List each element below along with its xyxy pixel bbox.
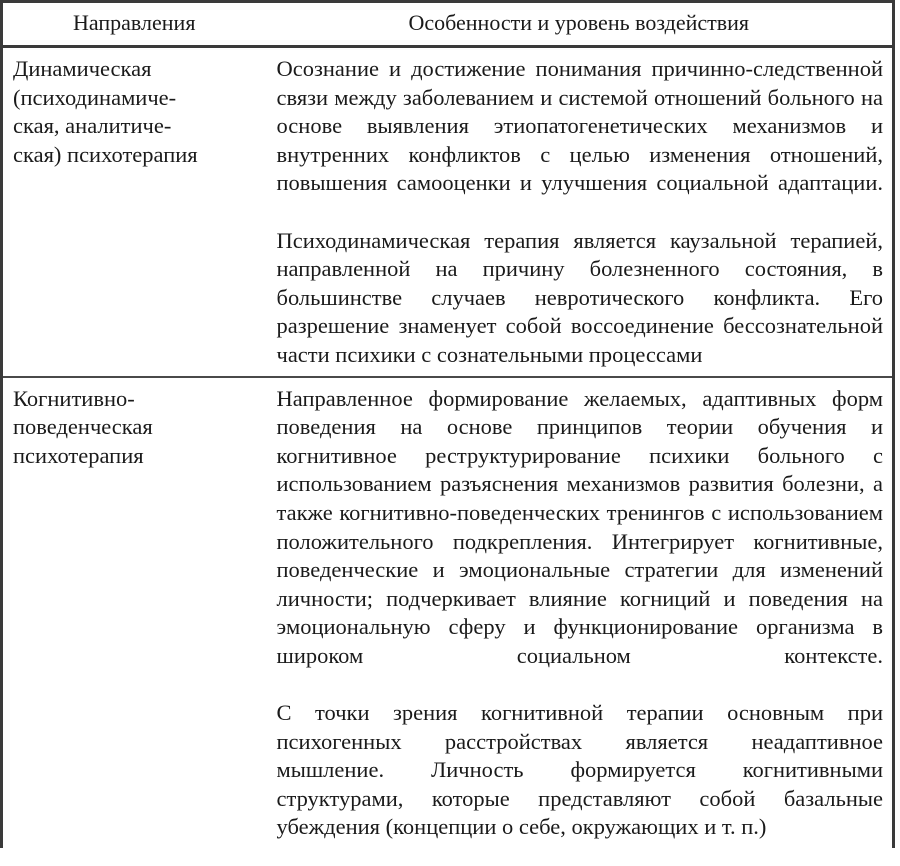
header-label-direction: Направления bbox=[73, 10, 196, 35]
row-1-direction-text bbox=[3, 48, 266, 175]
row-1-direction-line: ская) психотерапия bbox=[13, 141, 198, 167]
row-1-features-text bbox=[266, 48, 893, 376]
header-label-features: Особенности и уровень воздействия bbox=[408, 10, 750, 35]
row-1-direction-line: ская, аналитиче- bbox=[13, 113, 172, 139]
table-header-row bbox=[2, 2, 894, 47]
table-header bbox=[2, 2, 894, 47]
table-row bbox=[2, 47, 894, 377]
row-2-direction-line: Когнитивно- bbox=[13, 385, 135, 411]
row-2-cell-features bbox=[266, 377, 894, 849]
row-2-direction-line: психотерапия bbox=[13, 442, 144, 468]
row-2-direction-line: поведенческая bbox=[13, 414, 153, 440]
row-2-features-paragraph: С точки зрения когнитивной терапии основным при психогенных расстройствах является неадаптивное мышление. Личность формируется когнитивными структурами, которые представляют собой базальные убеждения (концепции о себе, окружающих и т. п.) bbox=[276, 700, 883, 840]
table-body bbox=[2, 47, 894, 849]
row-1-features-paragraph: Психодинамическая терапия является каузальной терапией, направленной на причину болезненного состояния, в большинстве случаев невротического конфликта. Его разрешение знаменует собой воссоединение бессознательной части психики с сознательными процессами bbox=[276, 227, 883, 367]
row-1-features-paragraph: Осознание и достижение понимания причинно-следственной связи между заболеванием и системой отношений больного на основе выявления этиопатогенетических механизмов и внутренних конфликтов с целью изменения отношений, повышения самооценки и улучшения социальной адаптации. bbox=[276, 56, 883, 196]
row-2-features-paragraph: Направленное формирование желаемых, адаптивных форм поведения на основе принципов теории обучения и когнитивное реструктурирование психики больного с использованием разъяснения механизмов развития болезни, а также когнитивно-поведенческих тренингов с использованием положительного подкрепления. Интегрирует когнитивные, поведенческие и эмоциональные стратегии для изменений личности; подчеркивает влияние когниций и поведения на эмоциональную сферу и функционирование организма в широком социальном контексте. bbox=[276, 385, 883, 668]
table-row bbox=[2, 377, 894, 849]
row-2-direction-text bbox=[3, 378, 266, 477]
row-2-features-text bbox=[266, 378, 893, 849]
row-1-direction-line: (психодинамиче- bbox=[13, 84, 177, 110]
row-1-direction-line: Динамическая bbox=[13, 56, 152, 81]
header-cell-features bbox=[266, 2, 894, 47]
row-2-cell-direction bbox=[2, 377, 266, 849]
header-cell-direction bbox=[2, 2, 266, 47]
row-1-cell-direction bbox=[2, 47, 266, 377]
row-1-cell-features bbox=[266, 47, 894, 377]
